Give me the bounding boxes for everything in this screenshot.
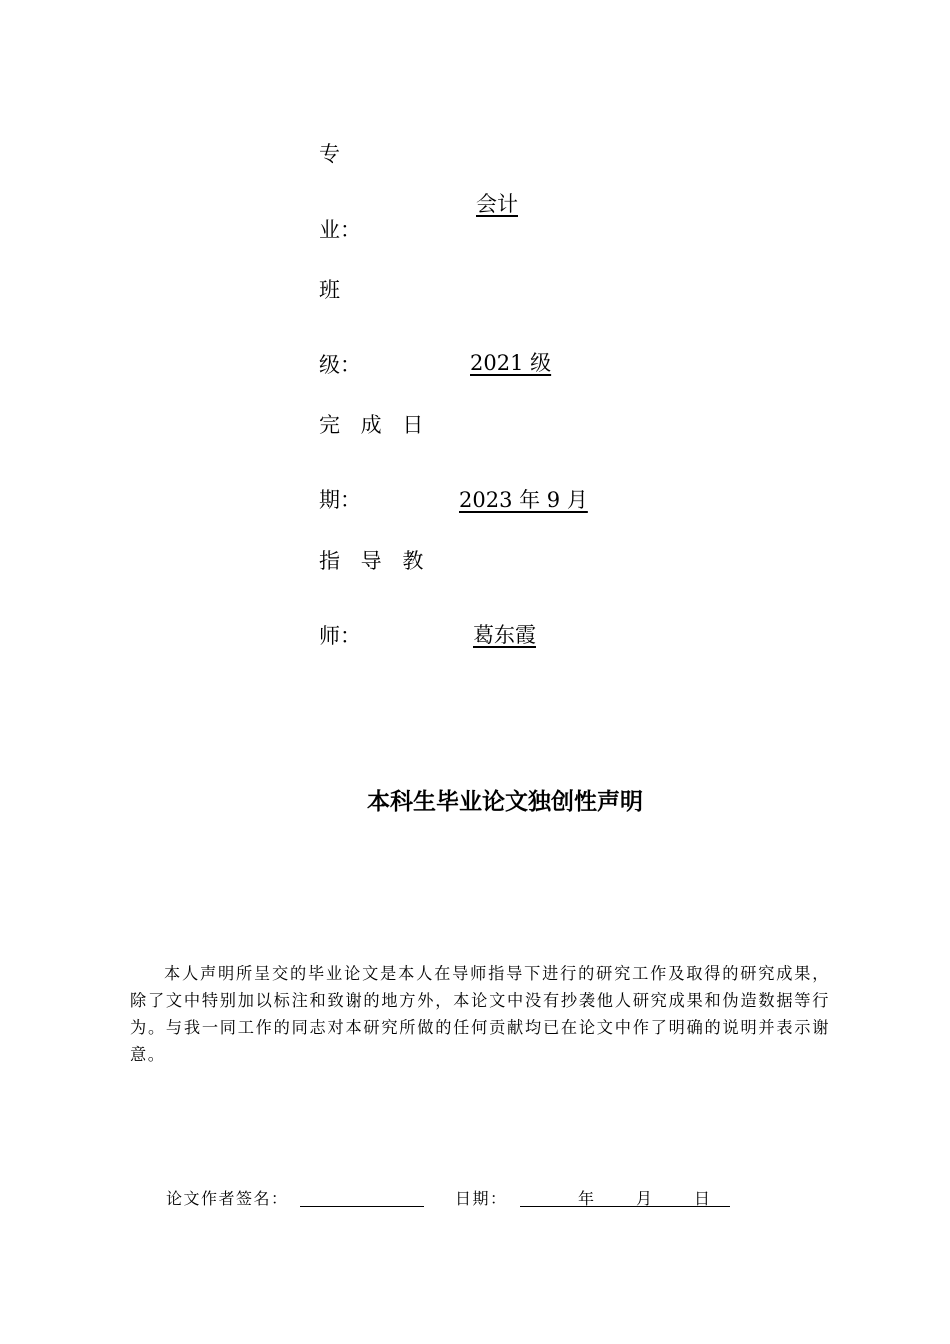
completion-date-value: 2023 年 9 月 [459, 488, 588, 512]
completion-date-label-top: 完 成 日 [319, 413, 424, 437]
major-label-bottom: 业： [319, 218, 361, 242]
signature-label: 论文作者签名： [166, 1189, 289, 1208]
date-label: 日期： [455, 1189, 508, 1208]
year-label: 年 [578, 1189, 596, 1208]
signature-blank[interactable] [300, 1206, 424, 1207]
completion-date-label-bottom: 期： [319, 488, 361, 512]
class-value: 2021 级 [470, 351, 552, 375]
declaration-title: 本科生毕业论文独创性声明 [367, 789, 643, 815]
day-label: 日 [694, 1189, 712, 1208]
class-label-top: 班 [319, 278, 340, 302]
month-label: 月 [636, 1189, 654, 1208]
advisor-label-top: 指 导 教 [319, 549, 424, 573]
major-label-top: 专 [319, 142, 340, 166]
class-label-bottom: 级： [319, 353, 361, 377]
declaration-body: 本人声明所呈交的毕业论文是本人在导师指导下进行的研究工作及取得的研究成果，除了文中特别加以标注和致谢的地方外，本论文中没有抄袭他人研究成果和伪造数据等行为。与我一同工作的同志对本研究所做的任何贡献均已在论文中作了明确的说明并表示谢意。 [130, 964, 830, 1064]
advisor-label-bottom: 师： [319, 624, 361, 648]
advisor-value: 葛东霞 [473, 623, 536, 647]
major-value: 会计 [476, 192, 518, 216]
